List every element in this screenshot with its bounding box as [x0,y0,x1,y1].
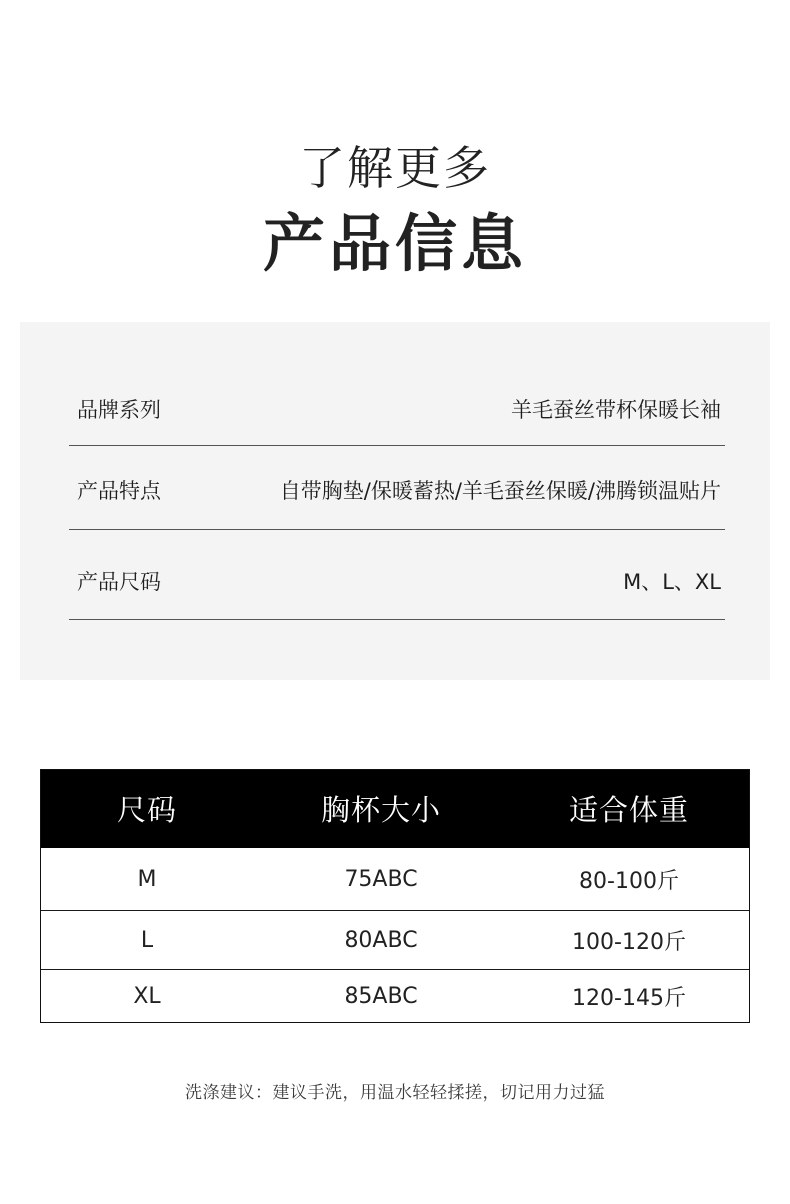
column-header-weight: 适合体重 [508,769,750,848]
table-row [40,848,750,911]
table-cell-cup-size: 75ABC [344,866,418,892]
table-cell-weight: 100-120斤 [508,911,750,970]
info-value: 羊毛蚕丝带杯保暖长袖 [511,398,721,422]
table-cell-size: M [137,866,157,892]
column-header-size: 尺码 [40,769,254,848]
table-cell-weight: 120-145斤 [508,970,750,1023]
product-info-panel [20,322,770,680]
info-label: 品牌系列 [77,398,161,422]
info-value: 自带胸垫/保暖蓄热/羊毛蚕丝保暖/沸腾锁温贴片 [279,479,721,503]
info-row-features [69,446,725,530]
table-row [40,911,750,970]
table-cell-cup-size: 85ABC [254,970,508,1023]
table-row [40,970,750,1023]
info-row-sizes [69,530,725,620]
washing-instructions: 洗涤建议：建议手洗，用温水轻轻揉搓，切记用力过猛 [185,1083,605,1103]
info-label: 产品特点 [77,479,161,503]
size-chart-table [40,769,750,1022]
section-subtitle: 了解更多 [299,141,491,195]
info-value: M、L、XL [623,570,721,594]
info-row-brand-series [69,374,725,446]
section-title: 产品信息 [262,207,527,280]
table-cell-size: XL [40,970,254,1023]
column-header-cup-size: 胸杯大小 [254,769,508,848]
table-cell-size: L [40,911,254,970]
table-header-row [40,769,750,848]
table-cell-weight: 80-100斤 [579,868,679,894]
table-cell-cup-size: 80ABC [254,911,508,970]
info-label: 产品尺码 [77,570,161,594]
